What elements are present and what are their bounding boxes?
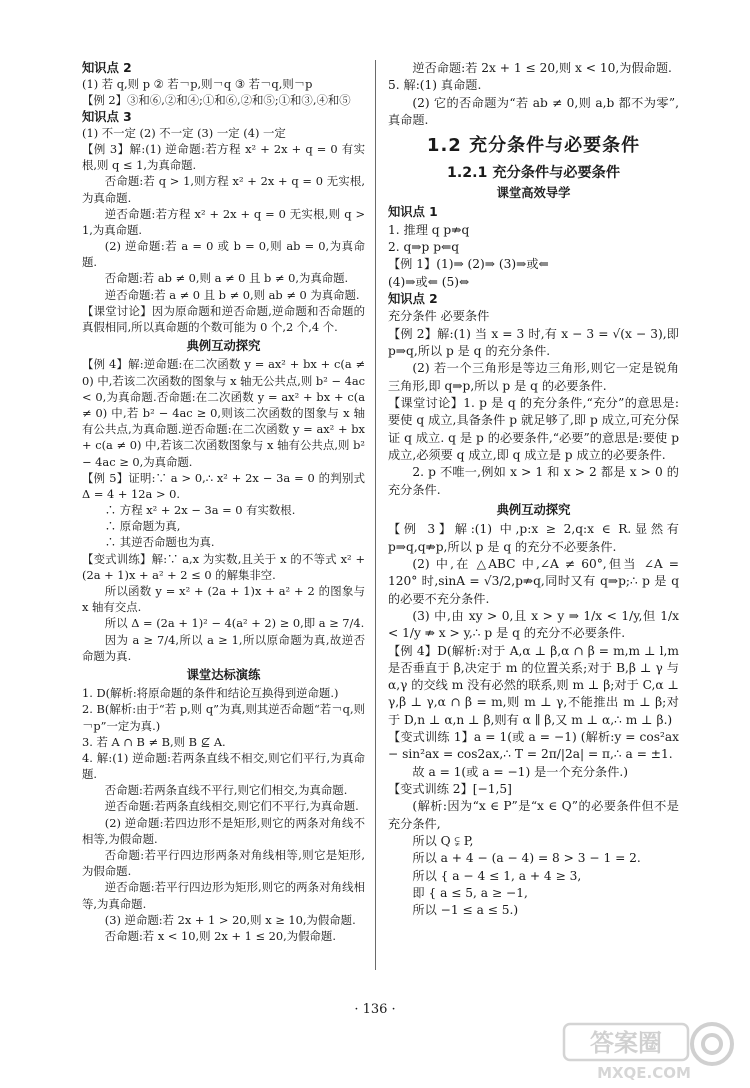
left-para-18: 【变式训练】解:∵ a,x 为实数,且关于 x 的不等式 x² + (2a + 1)x + a² + 2 ≤ 0 的解集非空. [82, 551, 365, 582]
right-para-22: 【变式训练 1】a = 1(或 a = −1) (解析:y = cos²ax − sin²ax = cos2ax,∴ T = 2π/|2a| = π,∴ a = ±1. [388, 730, 679, 762]
left-para-29: (2) 逆命题:若四边形不是矩形,则它的两条对角线不相等,为假命题. [82, 815, 365, 846]
right-para-17: 典例互动探究 [496, 502, 571, 517]
right-para-29: 即 { a ≤ 5, a ≥ −1, [412, 886, 528, 901]
right-para-4: 1.2.1 充分条件与必要条件 [446, 164, 621, 181]
left-para-33: 否命题:若 x < 10,则 2x + 1 ≤ 20,为假命题. [104, 928, 336, 943]
left-para-26: 4. 解:(1) 逆命题:若两条直线不相交,则它们平行,为真命题. [82, 750, 365, 782]
right-para-7: 1. 推理 q p⇏q [388, 222, 470, 237]
left-para-20: 所以 Δ = (2a + 1)² − 4(a² + 2) ≥ 0,即 a ≥ 7/4. [104, 616, 365, 631]
left-para-4: (1) 不一定 (2) 不一定 (3) 一定 (4) 一定 [82, 125, 286, 140]
right-para-28: 所以 { a − 4 ≤ 1, a + 4 ≥ 3, [412, 868, 582, 883]
right-para-11: 知识点 2 [388, 291, 438, 306]
right-para-13: 【例 2】解:(1) 当 x = 3 时,有 x − 3 = √(x − 3),即 p⇒q,所以 p 是 q 的充分条件. [388, 326, 679, 358]
right-para-20: (3) 中,由 xy > 0,且 x > y ⇒ 1/x < 1/y,但 1/x < 1/y ⇏ x > y,∴ p 是 q 的充分不必要条件. [388, 608, 679, 641]
right-para-10: (4)⇒或⇐ (5)⇔ [388, 274, 470, 289]
left-para-11: 【课堂讨论】因为原命题和逆否命题,逆命题和否命题的真假相同,所以真命题的个数可能为 0 个,2 个,4 个. [82, 303, 365, 334]
svg-text:答案圈: 答案圈 [590, 1029, 662, 1057]
left-para-24: 2. B(解析:由于“若 p,则 q”为真,则其逆否命题“若￢q,则￢p”一定为真.) [82, 702, 365, 733]
left-para-27: 否命题:若两条直线不平行,则它们相交,为真命题. [104, 783, 348, 798]
right-column [388, 60, 679, 920]
left-para-13: 【例 4】解:逆命题:在二次函数 y = ax² + bx + c(a ≠ 0) 中,若该二次函数的图象与 x 轴无公共点,则 b² − 4ac < 0,为真命题.否命题:在二次函数 y = ax² + bx + c(a ≠ 0) 中,若 b² − 4ac ≥ 0,则该二次函数的图象与 x 轴有公共点,为真命题.逆否命题:在二次函数 y = ax² + bx + c(a ≠ 0) 中,若该二次函数图象与 x 轴有公共点,则 b² − 4ac ≥ 0,为真命题. [82, 357, 365, 469]
right-para-16: 2. p 不唯一,例如 x > 1 和 x > 2 都是 x > 0 的充分条件. [388, 465, 679, 497]
left-para-31: 逆否命题:若平行四边形为矩形,则它的两条对角线相等,为真命题. [82, 880, 365, 911]
right-para-3: 1.2 充分条件与必要条件 [426, 135, 641, 157]
right-para-2: (2) 它的否命题为“若 ab ≠ 0,则 a,b 都不为零”,真命题. [388, 95, 679, 127]
left-para-30: 否命题:若平行四边形两条对角线相等,则它是矩形,为假命题. [82, 848, 365, 879]
left-para-3: 知识点 3 [82, 109, 132, 124]
left-para-17: ∴ 其逆否命题也为真. [104, 535, 215, 550]
left-para-1: (1) 若 q,则 p ② 若￢p,则￢q ③ 若￢q,则￢p [82, 77, 313, 92]
left-para-9: 否命题:若 ab ≠ 0,则 a ≠ 0 且 b ≠ 0,为真命题. [104, 271, 349, 286]
right-para-1: 5. 解:(1) 真命题. [388, 78, 482, 93]
left-para-25: 3. 若 A ∩ B ≠ B,则 B ⊈ A. [82, 734, 226, 749]
right-para-23: 故 a = 1(或 a = −1) 是一个充分条件.) [412, 764, 629, 779]
right-para-26: 所以 Q ⫋ P, [412, 834, 474, 849]
left-column [82, 60, 365, 944]
svg-text:MXQE.COM: MXQE.COM [597, 1064, 691, 1082]
left-para-8: (2) 逆命题:若 a = 0 或 b = 0,则 ab = 0,为真命题. [82, 239, 365, 270]
left-para-28: 逆否命题:若两条直线相交,则它们不平行,为真命题. [104, 799, 359, 814]
right-para-6: 知识点 1 [388, 205, 438, 220]
right-para-8: 2. q⇒p p⇐q [388, 239, 460, 254]
right-para-0: 逆否命题:若 2x + 1 ≤ 20,则 x < 10,为假命题. [412, 61, 672, 75]
page-number: · 136 · [354, 1002, 396, 1017]
right-para-30: 所以 −1 ≤ a ≤ 5.) [412, 903, 519, 918]
right-para-14: (2) 若一个三角形是等边三角形,则它一定是锐角三角形,即 q⇒p,所以 p 是 q 的必要条件. [388, 361, 679, 393]
right-para-9: 【例 1】(1)⇒ (2)⇒ (3)⇒或⇐ [388, 257, 549, 272]
left-para-10: 逆否命题:若 a ≠ 0 且 b ≠ 0,则 ab ≠ 0 为真命题. [104, 287, 360, 302]
right-para-21: 【例 4】D(解析:对于 A,α ⊥ β,α ∩ β = m,m ⊥ l,m 是否垂直于 β,决定于 m 的位置关系;对于 B,β ⊥ γ 与 α,γ 的交线 m 没有必然的联系,则 m ⊥ β;对于 C,α ⊥ γ,β ⊥ γ,α ∩ β = m,则 m ⊥ γ,不能推出 m ⊥ β;对于 D,n ⊥ α,n ⊥ β,则有 α ∥ β,又 m ⊥ α,∴ m ⊥ β.) [388, 643, 679, 727]
right-para-18: 【例 3】解:(1) 中,p:x ≥ 2,q:x ∈ R.显然有 p⇒q,q⇏p,所以 p 是 q 的充分不必要条件. [388, 522, 679, 554]
left-para-12: 典例互动探究 [186, 339, 261, 354]
right-para-24: 【变式训练 2】[−1,5] [388, 782, 512, 797]
left-para-6: 否命题:若 q > 1,则方程 x² + 2x + q = 0 无实根,为真命题. [82, 174, 365, 205]
watermark-logo [560, 1018, 740, 1084]
left-para-22: 课堂达标演练 [186, 667, 261, 682]
left-para-32: (3) 逆命题:若 2x + 1 > 20,则 x ≥ 10,为假命题. [104, 912, 356, 927]
left-para-14: 【例 5】证明:∵ a > 0,∴ x² + 2x − 3a = 0 的判别式 Δ = 4 + 12a > 0. [82, 470, 365, 501]
left-para-19: 所以函数 y = x² + (2a + 1)x + a² + 2 的图象与 x 轴有交点. [82, 584, 365, 615]
right-para-19: (2) 中,在 △ABC 中,∠A ≠ 60°,但当 ∠A = 120° 时,sinA = √3/2,p⇏q,同时又有 q⇒p;∴ p 是 q 的必要不充分条件. [388, 556, 679, 606]
right-para-5: 课堂高效导学 [496, 185, 571, 200]
left-para-15: ∴ 方程 x² + 2x − 3a = 0 有实数根. [104, 503, 296, 518]
left-para-16: ∴ 原命题为真, [104, 519, 181, 534]
right-para-15: 【课堂讨论】1. p 是 q 的充分条件,“充分”的意思是:要使 q 成立,具备条件 p 就足够了,即 p 成立,可充分保证 q 成立. q 是 p 的必要条件,“必要”的意思是:要使 p 成立,必须要 q 成立,即 q 成立是 p 成立的必要条件. [388, 395, 679, 462]
right-para-25: (解析:因为“x ∈ P”是“x ∈ Q”的必要条件但不是充分条件, [388, 799, 679, 831]
left-para-2: 【例 2】③和⑥,②和④;①和⑥,②和⑤;①和③,④和⑤ [82, 93, 351, 108]
right-para-12: 充分条件 必要条件 [388, 309, 490, 324]
right-para-27: 所以 a + 4 − (a − 4) = 8 > 3 − 1 = 2. [412, 851, 641, 866]
left-para-0: 知识点 2 [82, 61, 132, 75]
left-para-7: 逆否命题:若方程 x² + 2x + q = 0 无实根,则 q > 1,为真命题. [82, 206, 365, 237]
left-para-5: 【例 3】解:(1) 逆命题:若方程 x² + 2x + q = 0 有实根,则 q ≤ 1,为真命题. [82, 141, 365, 173]
left-para-23: 1. D(解析:将原命题的条件和结论互换得到逆命题.) [82, 686, 339, 701]
left-para-21: 因为 a ≥ 7/4,所以 a ≥ 1,所以原命题为真,故逆否命题为真. [82, 632, 365, 663]
column-divider [375, 60, 376, 970]
